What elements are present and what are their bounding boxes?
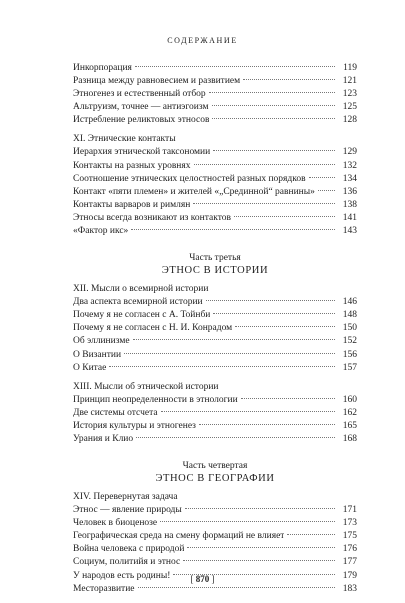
entry-page: 132 [342, 160, 357, 171]
toc-entry [73, 199, 357, 212]
leader-dots [206, 300, 335, 301]
entry-title: Этносы всегда возникают из контактов [73, 212, 231, 223]
toc-entry [73, 394, 357, 407]
leader-dots [287, 534, 335, 535]
chapter-title: XIV. Перевернутая задача [73, 492, 178, 503]
toc-entry [73, 160, 357, 173]
entry-page: 156 [342, 349, 357, 360]
leader-dots [309, 177, 335, 178]
leader-dots [193, 203, 335, 204]
entry-page: 129 [342, 147, 357, 158]
entry-page: 125 [342, 102, 357, 113]
entry-title: Месторазвитие [73, 583, 135, 594]
entry-page: 138 [342, 199, 357, 210]
toc-entry [73, 362, 357, 375]
entry-title: Иерархия этнической таксономии [73, 147, 211, 158]
entry-page: 146 [342, 297, 357, 308]
top-entries [73, 62, 357, 127]
page-number [0, 574, 405, 584]
toc-entry [73, 407, 357, 420]
entry-title: У народов есть родины! [73, 570, 171, 581]
entry-page: 183 [342, 583, 357, 594]
entry-title: Контакты на разных уровнях [73, 160, 191, 171]
toc-entry [73, 146, 357, 159]
leader-dots [161, 411, 335, 412]
entry-page: 165 [342, 420, 357, 431]
leader-dots [241, 398, 335, 399]
part-label: Часть третья [189, 253, 241, 264]
entry-page: 119 [343, 63, 357, 73]
chapter-title: XI. Этнические контакты [73, 134, 176, 145]
toc-entry [73, 114, 357, 127]
toc-entry [73, 433, 357, 446]
part-label: Часть четвертая [182, 461, 248, 472]
chapter-section-xi [73, 133, 357, 238]
entry-title: Инкорпорация [73, 63, 132, 73]
entry-page: 173 [342, 518, 357, 529]
leader-dots [160, 521, 335, 522]
entry-page: 162 [342, 407, 357, 418]
entry-title: Урания и Клио [73, 433, 134, 444]
running-head: СОДЕРЖАНИЕ [167, 36, 238, 45]
entry-title: Принцип неопределенности в этнологии [73, 394, 238, 405]
leader-dots [213, 313, 335, 314]
toc-entry [73, 309, 357, 322]
entry-title: Контакт «пяти племен» и жителей «„Срединной“ равнины» [73, 186, 315, 197]
leader-dots [318, 190, 335, 191]
toc-entry [73, 335, 357, 348]
leader-dots [133, 339, 335, 340]
chapter-title: XII. Мысли о всемирной истории [73, 284, 209, 295]
leader-dots [138, 587, 335, 588]
entry-page: 148 [342, 310, 357, 321]
entry-page: 143 [342, 226, 357, 237]
entry-title: Альтруизм, точнее — антиэгоизм [73, 102, 209, 113]
entry-title: О Китае [73, 362, 107, 373]
toc-entry [73, 101, 357, 114]
leader-dots [187, 547, 335, 548]
entry-title: «Фактор икс» [73, 226, 129, 237]
toc-entry [73, 186, 357, 199]
leader-dots [209, 92, 335, 93]
toc-entry [73, 212, 357, 225]
entry-page: 171 [342, 505, 357, 516]
entry-title: Этногенез и естественный отбор [73, 89, 206, 100]
leader-dots [235, 326, 335, 327]
leader-dots [135, 66, 335, 67]
toc-entry [73, 420, 357, 433]
entry-title: Контакты варваров и римлян [73, 199, 191, 210]
part-title: ЭТНОС В ИСТОРИИ [161, 265, 269, 277]
entry-page: 152 [342, 336, 357, 347]
part-title: ЭТНОС В ГЕОГРАФИИ [155, 473, 275, 485]
leader-dots [185, 508, 335, 509]
chapter-title: XIII. Мысли об этнической истории [73, 381, 219, 392]
toc-entry [73, 583, 357, 596]
entry-page: 179 [342, 570, 357, 581]
entry-title: Война человека с природой [73, 544, 185, 555]
leader-dots [194, 164, 335, 165]
entry-title: Географическая среда на смену формаций не влияет [73, 531, 285, 542]
leader-dots [136, 437, 335, 438]
leader-dots [124, 353, 335, 354]
leader-dots [212, 105, 336, 106]
entry-page: 160 [342, 394, 357, 405]
entry-title: Истребление реликтовых этносов [73, 115, 210, 126]
entry-page: 141 [342, 212, 357, 223]
folio-number: 870 [195, 574, 210, 584]
leader-dots [199, 424, 335, 425]
toc-entry [73, 62, 357, 75]
toc-entry [73, 322, 357, 335]
leader-dots [109, 366, 335, 367]
entry-title: Этнос — явление природы [73, 505, 182, 516]
entry-title: Два аспекта всемирной истории [73, 297, 203, 308]
entry-title: Две системы отсчета [73, 407, 158, 418]
toc-entry [73, 173, 357, 186]
toc-entry [73, 349, 357, 362]
leader-dots [234, 216, 335, 217]
folio-bracket-right: ] [211, 574, 215, 584]
entry-title: Почему я не согласен с А. Тойнби [73, 310, 211, 321]
leader-dots [212, 118, 335, 119]
entry-title: Почему я не согласен с Н. И. Конрадом [73, 323, 233, 334]
entry-title: История культуры и этногенез [73, 420, 196, 431]
toc-entry [73, 556, 357, 569]
leader-dots [131, 229, 335, 230]
entry-page: 175 [342, 531, 357, 542]
entry-page: 136 [342, 186, 357, 197]
entry-page: 177 [342, 557, 357, 568]
toc-entry [73, 504, 357, 517]
toc-entry [73, 225, 357, 238]
entry-page: 123 [342, 89, 357, 100]
entry-title: О Византии [73, 349, 122, 360]
toc-entry [73, 296, 357, 309]
entry-page: 150 [342, 323, 357, 334]
toc-entry [73, 530, 357, 543]
chapter-section-xii [73, 283, 357, 375]
entry-page: 134 [342, 173, 357, 184]
entry-title: Разница между равновесием и развитием [73, 76, 241, 87]
entry-page: 157 [342, 362, 357, 373]
entry-page: 128 [342, 115, 357, 126]
leader-dots [213, 150, 335, 151]
entry-page: 176 [342, 544, 357, 555]
toc-entry [73, 517, 357, 530]
leader-dots [183, 560, 335, 561]
toc-entry [73, 88, 357, 101]
table-of-contents [73, 62, 357, 596]
entry-title: Соотношение этнических целостностей разных порядков [73, 173, 306, 184]
entry-page: 121 [342, 76, 357, 87]
entry-title: Социум, политийя и этнос [73, 557, 181, 568]
toc-entry [73, 75, 357, 88]
entry-title: Об эллинизме [73, 336, 130, 347]
folio-bracket-left: [ [190, 574, 194, 584]
leader-dots [243, 79, 335, 80]
toc-entry [73, 543, 357, 556]
entry-title: Человек в биоценозе [73, 518, 158, 529]
chapter-section-xiii [73, 381, 357, 446]
entry-page: 168 [342, 433, 357, 444]
